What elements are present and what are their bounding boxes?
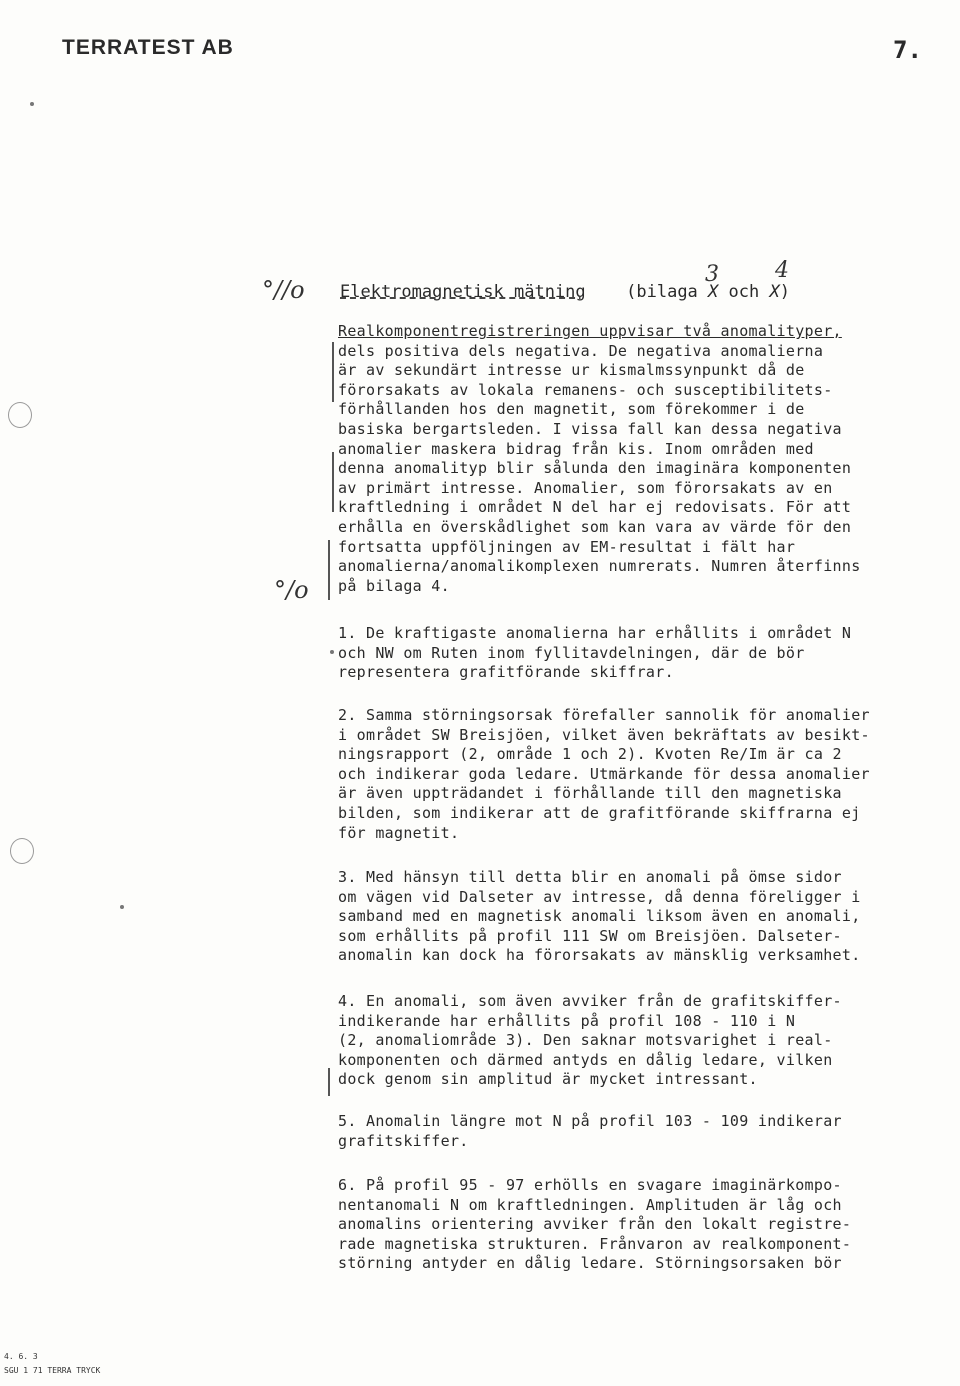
section-title: Elektromagnetisk mätning xyxy=(340,282,586,302)
text-line: anomalins orientering avviker från den lokalt registre- xyxy=(338,1215,852,1234)
text-line: för magnetit. xyxy=(338,823,460,842)
company-name: TERRATEST AB xyxy=(62,36,234,59)
text-line: 6. På profil 95 - 97 erhölls en svagare imaginärkompo- xyxy=(338,1176,842,1194)
text-line: kraftledning i området N del har ej redovisats. För att xyxy=(338,498,852,517)
text-line: indikerande har erhållits på profil 108 - 110 i N xyxy=(338,1011,796,1030)
text-line: denna anomalityp blir sålunda den imaginära komponenten xyxy=(338,459,852,478)
text-line: fortsatta uppföljningen av EM-resultat i fält har xyxy=(338,537,796,556)
text-line: Realkomponentregistreringen uppvisar två anomalityper, xyxy=(338,322,842,340)
text-line: är av sekundärt intresse ur kismalmssynpunkt då de xyxy=(338,361,805,380)
punch-hole-bottom xyxy=(10,838,34,864)
text-line: erhålla en överskådlighet som kan vara av värde för den xyxy=(338,517,852,536)
margin-mark-lower: °/o xyxy=(274,576,309,604)
text-line: nentanomali N om kraftledningen. Amplituden är låg och xyxy=(338,1195,842,1214)
text-line: 5. Anomalin längre mot N på profil 103 - 109 indikerar xyxy=(338,1112,842,1130)
text-line: komponenten och därmed antyds en dålig ledare, vilken xyxy=(338,1050,833,1069)
text-line: basiska bergartsleden. I vissa fall kan dessa negativa xyxy=(338,419,842,438)
text-line: bilden, som indikerar att de grafitförande skiffrarna ej xyxy=(338,803,861,822)
text-line: anomalierna/anomalikomplexen numrerats. Numren återfinns xyxy=(338,557,861,576)
intro-paragraph xyxy=(338,322,861,596)
text-line: dock genom sin amplitud är mycket intressant. xyxy=(338,1070,758,1089)
section-ref-x: X xyxy=(708,282,719,302)
text-line: representera grafitförande skiffrar. xyxy=(338,663,674,682)
margin-bar xyxy=(328,1068,330,1096)
text-line: rade magnetiska strukturen. Frånvaron av realkomponent- xyxy=(338,1234,852,1253)
scan-mark xyxy=(120,905,124,909)
text-line: och indikerar goda ledare. Utmärkande för dessa anomalier xyxy=(338,764,870,783)
list-item-2 xyxy=(338,706,870,843)
text-line: dels positiva dels negativa. De negativa anomalierna xyxy=(338,341,824,360)
print-code-line: 4. 6. 3 xyxy=(4,1352,38,1361)
text-line: anomalier maskera bidrag från kis. Inom områden med xyxy=(338,439,814,458)
margin-bar xyxy=(328,540,330,600)
text-line: grafitskiffer. xyxy=(338,1131,469,1150)
section-ref-open: (bilaga xyxy=(626,282,709,302)
text-line: samband med en magnetisk anomali liksom även en anomali, xyxy=(338,907,861,926)
text-line: om vägen vid Dalseter av intresse, då denna föreligger i xyxy=(338,887,861,906)
text-line: 2. Samma störningsorsak förefaller sannolik för anomalier xyxy=(338,706,870,724)
section-ref-mid: och xyxy=(718,282,770,302)
list-item-1 xyxy=(338,624,851,683)
text-line: av primärt intresse. Anomalier, som förorsakats av en xyxy=(338,478,833,497)
text-line: är även uppträdandet i förhållande till den magnetiska xyxy=(338,784,842,803)
section-heading xyxy=(340,282,790,302)
text-line: i området SW Breisjöen, vilket även bekräftats av besikt- xyxy=(338,725,870,744)
text-line: störning antyder en dålig ledare. Störningsorsaken bör xyxy=(338,1254,842,1273)
list-item-4 xyxy=(338,992,842,1090)
text-line: förorsakats av lokala remanens- och susceptibilitets- xyxy=(338,380,833,399)
margin-mark-upper: °//o xyxy=(262,276,305,304)
annotation-number-b: 4 xyxy=(775,258,789,283)
margin-bar xyxy=(332,342,334,402)
list-item-6 xyxy=(338,1176,851,1274)
text-line: förhållanden hos den magnetit, som förekommer i de xyxy=(338,400,805,419)
margin-bar xyxy=(332,452,334,512)
scan-mark xyxy=(330,650,334,654)
text-line: ningsrapport (2, område 1 och 2). Kvoten Re/Im är ca 2 xyxy=(338,745,842,764)
text-line: 4. En anomali, som även avviker från de grafitskiffer- xyxy=(338,992,842,1010)
section-ref-x: X xyxy=(769,282,780,302)
page-number: 7. xyxy=(893,36,922,64)
list-item-5 xyxy=(338,1112,842,1151)
section-ref-close: ) xyxy=(779,282,790,302)
text-line: och NW om Ruten inom fyllitavdelningen, där de bör xyxy=(338,643,805,662)
text-line: 3. Med hänsyn till detta blir en anomali på ömse sidor xyxy=(338,868,842,886)
text-line: (2, anomaliområde 3). Den saknar motsvarighet i real- xyxy=(338,1031,833,1050)
text-line: på bilaga 4. xyxy=(338,576,450,595)
print-code-line: SGU 1 71 TERRA TRYCK xyxy=(4,1366,101,1375)
annotation-number-a: 3 xyxy=(705,262,719,287)
scan-mark xyxy=(30,102,34,106)
list-item-3 xyxy=(338,868,861,966)
print-code xyxy=(4,1350,100,1378)
text-line: 1. De kraftigaste anomalierna har erhållits i området N xyxy=(338,624,852,642)
text-line: som erhållits på profil 111 SW om Breisjöen. Dalseter- xyxy=(338,926,842,945)
text-line: anomalin kan dock ha förorsakats av mänsklig verksamhet. xyxy=(338,946,861,965)
punch-hole-top xyxy=(8,402,32,428)
